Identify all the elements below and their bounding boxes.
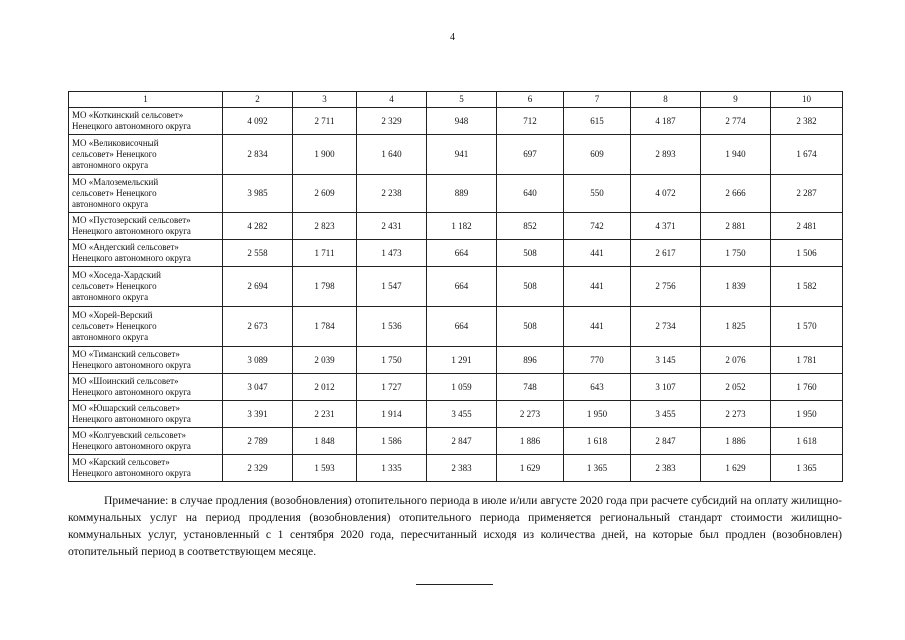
table-row — [69, 401, 843, 428]
value-cell: 1 365 — [564, 455, 631, 482]
value-cell: 1 365 — [771, 455, 843, 482]
value-cell: 1 674 — [771, 135, 843, 175]
value-cell: 1 950 — [771, 401, 843, 428]
value-cell: 2 694 — [223, 267, 293, 307]
municipality-name-cell: МО «Тиманский сельсовет» Ненецкого автономного округа — [69, 347, 223, 374]
municipality-name-cell: МО «Великовисочный сельсовет» Ненецкого автономного округа — [69, 135, 223, 175]
municipality-name-cell: МО «Хорей-Верский сельсовет» Ненецкого автономного округа — [69, 307, 223, 347]
value-cell: 896 — [497, 347, 564, 374]
municipality-name-cell: МО «Коткинский сельсовет» Ненецкого автономного округа — [69, 108, 223, 135]
value-cell: 2 558 — [223, 240, 293, 267]
value-cell: 441 — [564, 240, 631, 267]
value-cell: 2 052 — [701, 374, 771, 401]
value-cell: 4 187 — [631, 108, 701, 135]
value-cell: 1 825 — [701, 307, 771, 347]
municipality-name-cell: МО «Карский сельсовет» Ненецкого автономного округа — [69, 455, 223, 482]
column-header: 3 — [293, 92, 357, 108]
municipality-name-cell: МО «Хоседа-Хардский сельсовет» Ненецкого автономного округа — [69, 267, 223, 307]
value-cell: 1 784 — [293, 307, 357, 347]
note-paragraph: Примечание: в случае продления (возобновления) отопительного периода в июле и/или августе 2020 года при расчете субсидий на оплату жилищно-коммунальных услуг на период продления (возобновления) отопительного периода применяется региональный стандарт стоимости жилищно-коммунальных услуг, установленный с 1 сентября 2020 года, пересчитанный исходя из количества дней, на которые был продлен (возобновлен) отопительный период в соответствующем месяце. — [68, 494, 842, 558]
value-cell: 2 893 — [631, 135, 701, 175]
value-cell: 1 750 — [357, 347, 427, 374]
column-header: 5 — [427, 92, 497, 108]
value-cell: 508 — [497, 267, 564, 307]
value-cell: 1 547 — [357, 267, 427, 307]
value-cell: 770 — [564, 347, 631, 374]
value-cell: 615 — [564, 108, 631, 135]
value-cell: 550 — [564, 175, 631, 213]
municipality-name-cell: МО «Андегский сельсовет» Ненецкого автономного округа — [69, 240, 223, 267]
value-cell: 712 — [497, 108, 564, 135]
value-cell: 643 — [564, 374, 631, 401]
table-row — [69, 135, 843, 175]
value-cell: 2 847 — [631, 428, 701, 455]
value-cell: 1 618 — [771, 428, 843, 455]
column-header: 6 — [497, 92, 564, 108]
municipality-name-cell: МО «Шоинский сельсовет» Ненецкого автономного округа — [69, 374, 223, 401]
municipality-name-cell: МО «Пустозерский сельсовет» Ненецкого автономного округа — [69, 213, 223, 240]
value-cell: 441 — [564, 307, 631, 347]
column-header: 7 — [564, 92, 631, 108]
value-cell: 3 089 — [223, 347, 293, 374]
value-cell: 609 — [564, 135, 631, 175]
value-cell: 742 — [564, 213, 631, 240]
value-cell: 889 — [427, 175, 497, 213]
value-cell: 2 756 — [631, 267, 701, 307]
column-header: 2 — [223, 92, 293, 108]
table-row — [69, 213, 843, 240]
value-cell: 2 617 — [631, 240, 701, 267]
value-cell: 2 329 — [357, 108, 427, 135]
value-cell: 2 666 — [701, 175, 771, 213]
value-cell: 1 570 — [771, 307, 843, 347]
value-cell: 2 431 — [357, 213, 427, 240]
page-number: 4 — [450, 32, 455, 43]
value-cell: 3 985 — [223, 175, 293, 213]
value-cell: 1 582 — [771, 267, 843, 307]
value-cell: 640 — [497, 175, 564, 213]
value-cell: 3 455 — [427, 401, 497, 428]
value-cell: 1 291 — [427, 347, 497, 374]
closing-rule — [416, 584, 493, 585]
value-cell: 508 — [497, 240, 564, 267]
value-cell: 1 640 — [357, 135, 427, 175]
value-cell: 3 107 — [631, 374, 701, 401]
value-cell: 2 383 — [427, 455, 497, 482]
column-header: 10 — [771, 92, 843, 108]
value-cell: 2 834 — [223, 135, 293, 175]
value-cell: 3 047 — [223, 374, 293, 401]
value-cell: 2 273 — [497, 401, 564, 428]
table-row — [69, 455, 843, 482]
value-cell: 1 886 — [497, 428, 564, 455]
value-cell: 2 847 — [427, 428, 497, 455]
table-row — [69, 374, 843, 401]
value-cell: 4 092 — [223, 108, 293, 135]
value-cell: 1 940 — [701, 135, 771, 175]
value-cell: 1 798 — [293, 267, 357, 307]
value-cell: 948 — [427, 108, 497, 135]
value-cell: 1 536 — [357, 307, 427, 347]
value-cell: 1 629 — [497, 455, 564, 482]
value-cell: 2 231 — [293, 401, 357, 428]
value-cell: 2 382 — [771, 108, 843, 135]
value-cell: 664 — [427, 267, 497, 307]
municipality-name-cell: МО «Юшарский сельсовет» Ненецкого автономного округа — [69, 401, 223, 428]
value-cell: 1 711 — [293, 240, 357, 267]
value-cell: 1 506 — [771, 240, 843, 267]
value-cell: 2 481 — [771, 213, 843, 240]
column-header: 4 — [357, 92, 427, 108]
table-row — [69, 175, 843, 213]
value-cell: 1 914 — [357, 401, 427, 428]
value-cell: 1 593 — [293, 455, 357, 482]
value-cell: 2 881 — [701, 213, 771, 240]
value-cell: 2 673 — [223, 307, 293, 347]
value-cell: 2 287 — [771, 175, 843, 213]
value-cell: 508 — [497, 307, 564, 347]
table-row — [69, 108, 843, 135]
column-header: 9 — [701, 92, 771, 108]
value-cell: 3 145 — [631, 347, 701, 374]
municipality-name-cell: МО «Колгуевский сельсовет» Ненецкого автономного округа — [69, 428, 223, 455]
value-cell: 3 391 — [223, 401, 293, 428]
table-row — [69, 267, 843, 307]
value-cell: 1 618 — [564, 428, 631, 455]
subsidy-standards-table — [68, 91, 843, 482]
value-cell: 1 629 — [701, 455, 771, 482]
value-cell: 2 734 — [631, 307, 701, 347]
value-cell: 2 273 — [701, 401, 771, 428]
table-row — [69, 240, 843, 267]
value-cell: 1 839 — [701, 267, 771, 307]
table-row — [69, 428, 843, 455]
table-row — [69, 307, 843, 347]
value-cell: 748 — [497, 374, 564, 401]
value-cell: 2 329 — [223, 455, 293, 482]
value-cell: 852 — [497, 213, 564, 240]
value-cell: 2 774 — [701, 108, 771, 135]
value-cell: 2 012 — [293, 374, 357, 401]
value-cell: 1 781 — [771, 347, 843, 374]
value-cell: 1 848 — [293, 428, 357, 455]
column-header: 1 — [69, 92, 223, 108]
value-cell: 1 182 — [427, 213, 497, 240]
value-cell: 1 886 — [701, 428, 771, 455]
value-cell: 2 609 — [293, 175, 357, 213]
value-cell: 2 076 — [701, 347, 771, 374]
value-cell: 1 335 — [357, 455, 427, 482]
column-header: 8 — [631, 92, 701, 108]
municipality-name-cell: МО «Малоземельский сельсовет» Ненецкого автономного округа — [69, 175, 223, 213]
value-cell: 441 — [564, 267, 631, 307]
table-body — [69, 92, 843, 482]
value-cell: 1 473 — [357, 240, 427, 267]
value-cell: 2 238 — [357, 175, 427, 213]
value-cell: 1 760 — [771, 374, 843, 401]
table-row — [69, 347, 843, 374]
table-header-row — [69, 92, 843, 108]
value-cell: 2 823 — [293, 213, 357, 240]
value-cell: 664 — [427, 240, 497, 267]
value-cell: 4 072 — [631, 175, 701, 213]
value-cell: 1 950 — [564, 401, 631, 428]
value-cell: 2 383 — [631, 455, 701, 482]
value-cell: 941 — [427, 135, 497, 175]
value-cell: 3 455 — [631, 401, 701, 428]
value-cell: 1 750 — [701, 240, 771, 267]
value-cell: 664 — [427, 307, 497, 347]
value-cell: 1 059 — [427, 374, 497, 401]
value-cell: 697 — [497, 135, 564, 175]
value-cell: 4 371 — [631, 213, 701, 240]
value-cell: 2 711 — [293, 108, 357, 135]
value-cell: 1 586 — [357, 428, 427, 455]
value-cell: 2 039 — [293, 347, 357, 374]
value-cell: 2 789 — [223, 428, 293, 455]
value-cell: 4 282 — [223, 213, 293, 240]
value-cell: 1 900 — [293, 135, 357, 175]
value-cell: 1 727 — [357, 374, 427, 401]
